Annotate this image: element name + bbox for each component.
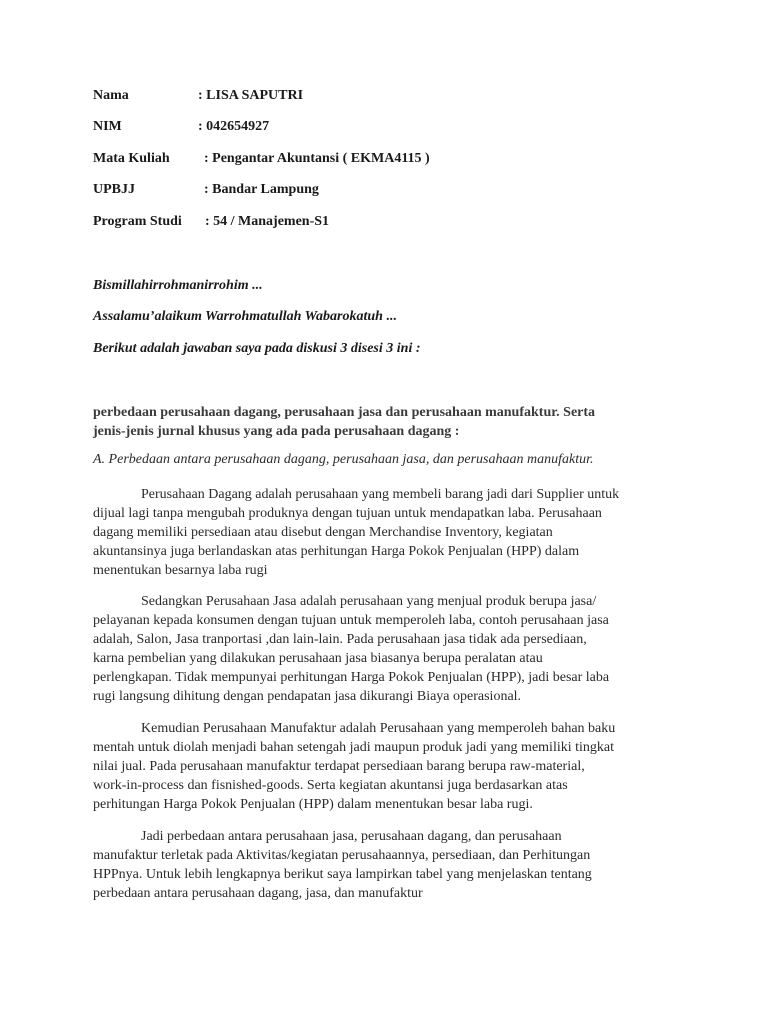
identity-value: : 54 / Manajemen-S1 bbox=[205, 214, 330, 229]
paragraph-perusahaan-manufaktur bbox=[93, 719, 653, 814]
greeting-bismillah: Bismillahirrohmanirrohim ... bbox=[93, 278, 263, 293]
greeting-intro: Berikut adalah jawaban saya pada diskusi 3 disesi 3 ini : bbox=[93, 341, 421, 356]
greeting-salam: Assalamu’alaikum Warrohmatullah Wabarokatuh ... bbox=[93, 309, 397, 324]
identity-value: : 042654927 bbox=[198, 119, 270, 134]
paragraph-line: karna pembelian yang dilakukan perusahaan jasa biasanya berupa peralatan atau bbox=[93, 651, 543, 666]
identity-label: Mata Kuliah bbox=[93, 151, 170, 166]
section-a-heading: A. Perbedaan antara perusahaan dagang, perusahaan jasa, dan perusahaan manufaktur. bbox=[93, 452, 594, 467]
paragraph-line: akuntansinya juga berlandaskan atas perhitungan Harga Pokok Penjualan (HPP) dalam bbox=[93, 544, 580, 559]
paragraph-line: nilai jual. Pada perusahaan manufaktur terdapat persediaan barang berupa raw-material, bbox=[93, 759, 585, 774]
paragraph-line: menentukan besarnya laba rugi bbox=[93, 563, 268, 578]
paragraph-line: Sedangkan Perusahaan Jasa adalah perusahaan yang menjual produk berupa jasa/ bbox=[141, 594, 597, 609]
topic-line: jenis-jenis jurnal khusus yang ada pada perusahaan dagang : bbox=[93, 424, 460, 439]
paragraph-line: HPPnya. Untuk lebih lengkapnya berikut saya lampirkan tabel yang menjelaskan tentang bbox=[93, 867, 592, 882]
identity-row-nama bbox=[93, 88, 304, 104]
identity-value: : Bandar Lampung bbox=[204, 182, 319, 197]
paragraph-line: perbedaan antara perusahaan dagang, jasa, dan manufaktur bbox=[93, 886, 423, 901]
identity-label: Nama bbox=[93, 88, 129, 103]
topic-heading bbox=[93, 403, 653, 441]
identity-row-upbjj bbox=[93, 182, 319, 198]
identity-row-nim bbox=[93, 119, 270, 135]
identity-value: : LISA SAPUTRI bbox=[198, 88, 304, 103]
topic-line: perbedaan perusahaan dagang, perusahaan jasa dan perusahaan manufaktur. Serta bbox=[93, 405, 596, 420]
paragraph-line: perlengkapan. Tidak mempunyai perhitungan Harga Pokok Penjualan (HPP), jadi besar laba bbox=[93, 670, 610, 685]
identity-label: Program Studi bbox=[93, 214, 182, 229]
paragraph-line: dijual lagi tanpa mengubah produknya dengan tujuan untuk mendapatkan laba. Perusahaan bbox=[93, 506, 602, 521]
identity-value: : Pengantar Akuntansi ( EKMA4115 ) bbox=[204, 151, 430, 166]
identity-label: NIM bbox=[93, 119, 122, 134]
identity-row-mata-kuliah bbox=[93, 151, 430, 167]
paragraph-line: rugi langsung dihitung dengan pendapatan jasa dikurangi Biaya operasional. bbox=[93, 689, 522, 704]
paragraph-line: work-in-process dan fisnished-goods. Serta kegiatan akuntansi juga berdasarkan atas bbox=[93, 778, 568, 793]
paragraph-line: adalah, Salon, Jasa tranportasi ,dan lain-lain. Pada perusahaan jasa tidak ada persediaan, bbox=[93, 632, 587, 647]
paragraph-line: perhitungan Harga Pokok Penjualan (HPP) dalam menentukan besar laba rugi. bbox=[93, 797, 533, 812]
paragraph-line: dagang memiliki persediaan atau disebut dengan Merchandise Inventory, kegiatan bbox=[93, 525, 553, 540]
paragraph-perusahaan-jasa bbox=[93, 592, 653, 706]
paragraph-line: Jadi perbedaan antara perusahaan jasa, perusahaan dagang, dan perusahaan bbox=[141, 829, 562, 844]
paragraph-perusahaan-dagang bbox=[93, 485, 653, 580]
paragraph-line: Perusahaan Dagang adalah perusahaan yang membeli barang jadi dari Supplier untuk bbox=[141, 487, 620, 502]
paragraph-line: manufaktur terletak pada Aktivitas/kegiatan perusahaannya, persediaan, dan Perhitungan bbox=[93, 848, 591, 863]
paragraph-line: pelayanan kepada konsumen dengan tujuan untuk memperoleh laba, contoh perusahaan jasa bbox=[93, 613, 609, 628]
paragraph-line: Kemudian Perusahaan Manufaktur adalah Perusahaan yang memperoleh bahan baku bbox=[141, 721, 616, 736]
identity-label: UPBJJ bbox=[93, 182, 135, 197]
paragraph-line: mentah untuk diolah menjadi bahan setengah jadi maupun produk jadi yang memiliki tingkat bbox=[93, 740, 614, 755]
identity-row-program-studi bbox=[93, 214, 330, 230]
paragraph-kesimpulan bbox=[93, 827, 653, 903]
